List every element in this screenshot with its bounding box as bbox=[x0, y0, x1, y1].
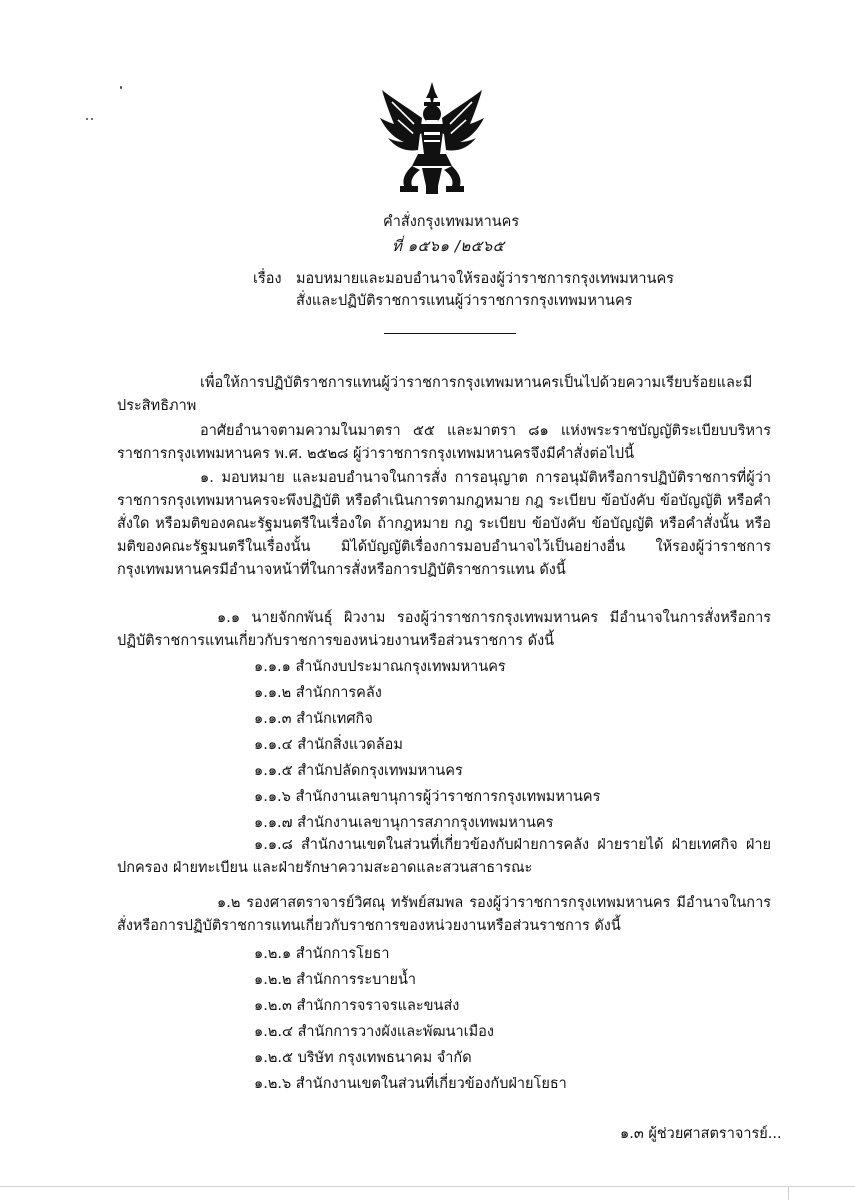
list-item: ๑.๒.๖ สำนักงานเขตในส่วนที่เกี่ยวข้องกับฝ่ายโยธา bbox=[254, 1076, 567, 1092]
list-item: ๑.๑.๕ สำนักปลัดกรุงเทพมหานคร bbox=[254, 763, 463, 779]
list-item: ๑.๑.๗ สำนักงานเลขานุการสภากรุงเทพมหานคร bbox=[254, 815, 554, 831]
list-item: ๑.๒.๔ สำนักการวางผังและพัฒนาเมือง bbox=[254, 1024, 494, 1040]
header-divider bbox=[384, 333, 516, 334]
order-number: ที่ ๑๕๖๑ /๒๕๖๕ bbox=[392, 237, 505, 255]
scan-speck bbox=[120, 86, 122, 89]
list-item: ๑.๒.๕ บริษัท กรุงเทพธนาคม จำกัด bbox=[254, 1050, 472, 1066]
list-item: ๑.๒.๓ สำนักการจราจรและขนส่ง bbox=[254, 998, 460, 1014]
list-item-1-1-8: ๑.๑.๘ สำนักงานเขตในส่วนที่เกี่ยวข้องกับฝ่ายการคลัง ฝ่ายรายได้ ฝ่ายเทศกิจ ฝ่ายปกครอง ฝ่ายทะเบียน และฝ่ายรักษาความสะอาดและสวนสาธารณะ bbox=[117, 837, 771, 876]
scan-edge bbox=[788, 1186, 789, 1200]
subject-line-2: สั่งและปฏิบัติราชการแทนผู้ว่าราชการกรุงเทพมหานคร bbox=[296, 293, 633, 309]
list-item: ๑.๑.๓ สำนักเทศกิจ bbox=[254, 711, 373, 727]
subject-line-1: มอบหมายและมอบอำนาจให้รองผู้ว่าราชการกรุงเทพมหานคร bbox=[296, 271, 674, 287]
list-item: ๑.๑.๔ สำนักสิ่งแวดล้อม bbox=[254, 737, 403, 753]
clause-1: ๑. มอบหมาย และมอบอำนาจในการสั่ง การอนุญาต การอนุมัติหรือการปฏิบัติราชการที่ผู้ว่าราชการกรุงเทพมหานครจะพึงปฏิบัติ หรือดำเนินการตามกฎหมาย กฎ ระเบียบ ข้อบังคับ ข้อบัญญัติ หรือคำสั่งใด หรือมติของคณะรัฐมนตรีในเรื่องใด ถ้ากฎหมาย กฎ ระเบียบ ข้อบังคับ ข้อบัญญัติ หรือคำสั่งนั้น หรือมติของคณะรัฐมนตรีในเรื่องนั้น มิได้บัญญัติเรื่องการมอบอำนาจไว้เป็นอย่างอื่น ให้รองผู้ว่าราชการกรุงเทพมหานครมีอำนาจหน้าที่ในการสั่งหรือการปฏิบัติราชการแทน ดังนี้ bbox=[117, 470, 771, 578]
garuda-emblem bbox=[378, 80, 486, 196]
list-item: ๑.๑.๒ สำนักการคลัง bbox=[254, 685, 382, 701]
scan-speck bbox=[86, 118, 88, 120]
scan-edge bbox=[0, 1186, 855, 1187]
list-item: ๑.๑.๑ สำนักงบประมาณกรุงเทพมหานคร bbox=[254, 659, 506, 675]
intro-paragraph-2: อาศัยอำนาจตามความในมาตรา ๕๕ และมาตรา ๘๑ แห่งพระราชบัญญัติระเบียบบริหารราชการกรุงเทพมหานคร พ.ศ. ๒๕๒๘ ผู้ว่าราชการกรุงเทพมหานครจึงมีคำสั่งต่อไปนี้ bbox=[117, 423, 771, 462]
page-continuation: ๑.๓ ผู้ช่วยศาสตราจารย์... bbox=[620, 1126, 782, 1142]
subject-label: เรื่อง bbox=[253, 271, 282, 287]
clause-1-2: ๑.๒ รองศาสตราจารย์วิศณุ ทรัพย์สมพล รองผู้ว่าราชการกรุงเทพมหานคร มีอำนาจในการสั่งหรือการปฏิบัติราชการแทนเกี่ยวกับราชการของหน่วยงานหรือส่วนราชการ ดังนี้ bbox=[117, 895, 771, 934]
clause-1-1: ๑.๑ นายจักกพันธุ์ ผิวงาม รองผู้ว่าราชการกรุงเทพมหานคร มีอำนาจในการสั่งหรือการปฏิบัติราชการแทนเกี่ยวกับราชการของหน่วยงานหรือส่วนราชการ ดังนี้ bbox=[117, 610, 771, 649]
list-item: ๑.๒.๒ สำนักการระบายน้ำ bbox=[254, 972, 417, 988]
scan-speck bbox=[91, 118, 93, 120]
list-item: ๑.๒.๑ สำนักการโยธา bbox=[254, 946, 390, 962]
list-item: ๑.๑.๖ สำนักงานเลขานุการผู้ว่าราชการกรุงเทพมหานคร bbox=[254, 789, 601, 805]
order-title: คำสั่งกรุงเทพมหานคร bbox=[383, 214, 520, 230]
intro-paragraph-1: เพื่อให้การปฏิบัติราชการแทนผู้ว่าราชการกรุงเทพมหานครเป็นไปด้วยความเรียบร้อยและมีประสิทธิภาพ bbox=[117, 375, 753, 414]
